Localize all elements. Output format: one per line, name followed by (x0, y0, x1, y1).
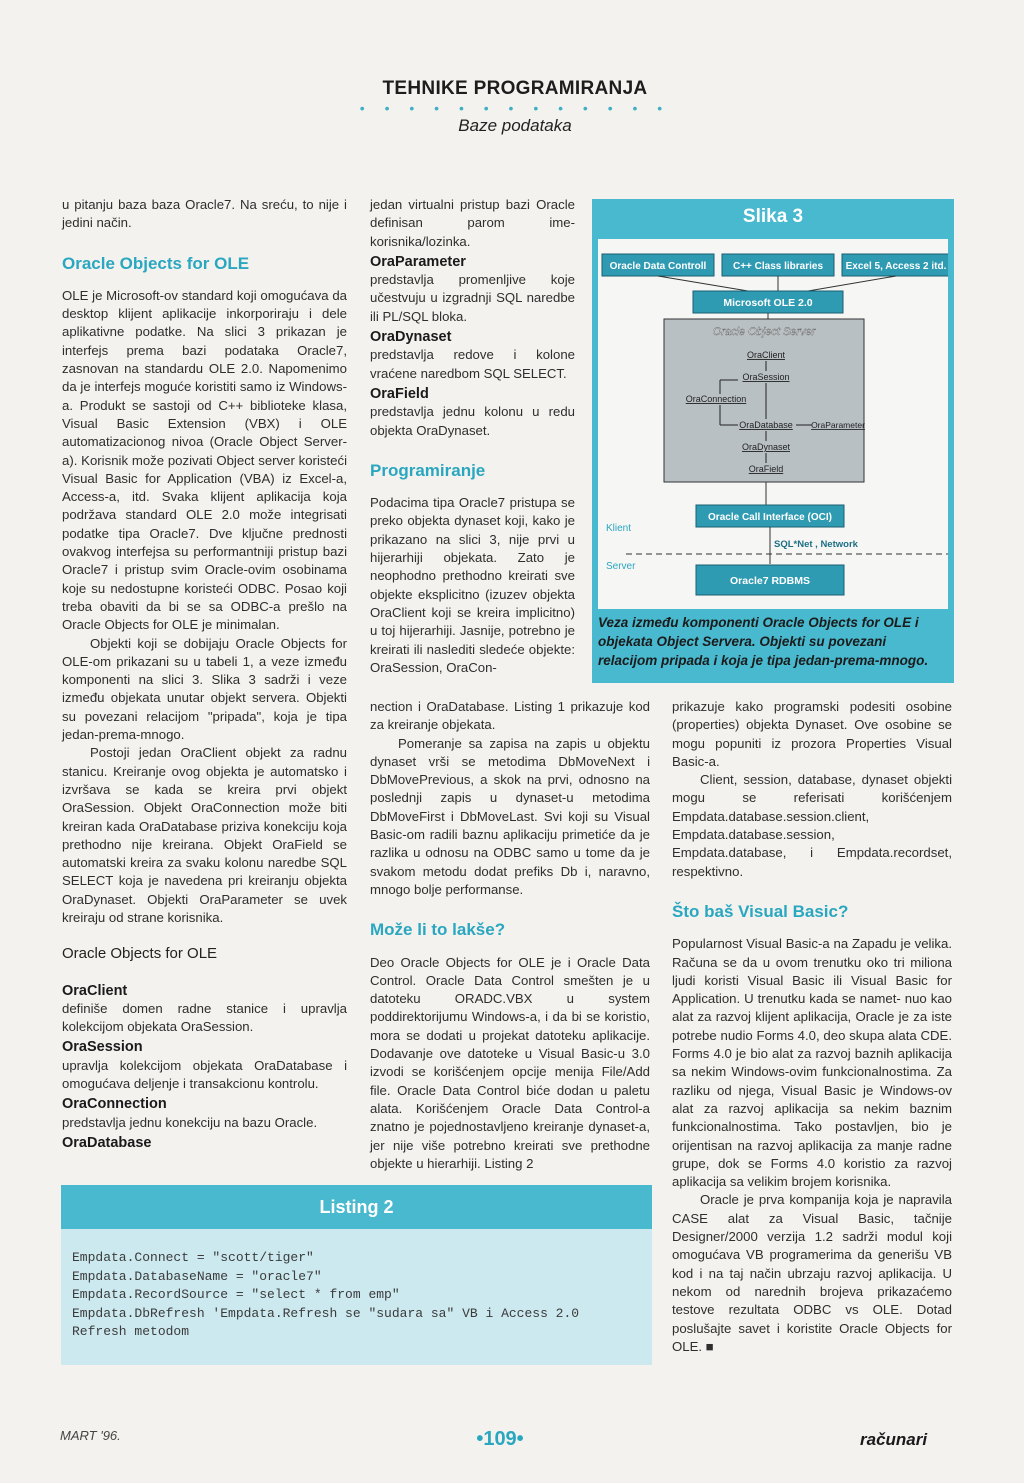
subsection-title: Baze podataka (458, 116, 572, 135)
obj-oradynaset: OraDynaset (741, 442, 791, 452)
heading: Oracle Objects for OLE (62, 253, 250, 273)
obj-oraparameter: OraParameter (811, 420, 865, 430)
column-3 (672, 698, 952, 1356)
paragraph: jedan virtualni pristup bazi Oracle definisan parom ime-korisnika/lozinka. (370, 197, 575, 249)
architecture-diagram (598, 239, 948, 609)
column-2-lower (370, 698, 650, 1173)
figure-caption: Veza između komponenti Oracle Objects for OLE i objekata Object Servera. Objekti su povezani relacijom pripada i koja je tipa jedan-prema-mnogo. (598, 615, 929, 668)
box-excel-access-label: Excel 5, Access 2 itd. (845, 261, 947, 272)
figure-diagram (598, 239, 948, 609)
code-line: Empdata.DatabaseName = "oracle7" (72, 1268, 322, 1284)
figure-slika-3 (592, 199, 954, 683)
label-server: Server (606, 561, 636, 572)
code-block (72, 1249, 579, 1342)
term: OraParameter (370, 253, 466, 270)
column-2 (370, 196, 575, 677)
paragraph: Objekti koji se dobijaju Oracle Objects for OLE-om prikazani su u tabeli 1, a veze između komponenti na slici 3. Slika 3 sadrži i veze između objekata unutar objekt servera. Objekti su povezani relacijom "pripada", koja je tipa jedan-prema-mnogo. (62, 635, 347, 743)
term: OraDynaset (370, 329, 452, 346)
definition: predstavlja jednu konekciju na bazu Oracle. (62, 1114, 318, 1130)
definition: predstavlja redove i kolone vraćene naredbom SQL SELECT. (370, 347, 575, 381)
obj-orasession: OraSession (742, 372, 790, 382)
label-klient: Klient (606, 523, 632, 534)
column-1 (62, 196, 347, 1152)
code-line: Empdata.DbRefresh 'Empdata.Refresh se "sudara sa" VB i Access 2.0 (72, 1305, 580, 1321)
code-line: Empdata.RecordSource = "select * from emp" (72, 1287, 400, 1303)
listing-2 (61, 1185, 652, 1365)
footer-date: MART '96. (60, 1428, 121, 1443)
term: OraDatabase (62, 1134, 152, 1151)
listing-body (61, 1229, 652, 1365)
box-data-control-label: Oracle Data Controll (609, 261, 707, 272)
heading: Programiranje (370, 460, 486, 480)
obj-oraconnection: OraConnection (685, 394, 747, 404)
paragraph: Pomeranje sa zapisa na zapis u objektu dynaset vrši se metodima DbMoveNext i DbMovePrevious, a skok na prvi, odnosno na poslednji zapis u dynaset-u metodima DbMoveFirst i DbMoveLast. Svi koji su Visual Basic-om radili baznu aplikaciju primetiće da je razlika u odnosu na ODBC samo u tome da je svakom metodu dodat prefiks Db i, naravno, mnogo bolje performanse. (370, 735, 650, 897)
term: OraClient (62, 982, 128, 999)
paragraph: u pitanju baza baza Oracle7. Na sreću, to nije i jedini način. (62, 197, 347, 231)
term: OraConnection (62, 1096, 167, 1113)
paragraph: Podacima tipa Oracle7 pristupa se preko objekta dynaset koji, kako je prikazano na slici 3, nije prvi u hijerarhiji objekata. Zato je neophodno prethodno kreirati sve objekte eksplicitno (izuzev objekta OraClient koji se kreira implicitno) u toj hijerarhiji. Jasnije, potrebno je kreirati ili naslediti sledeće objekte: OraSession, OraCon- (370, 495, 575, 675)
figure-title: Slika 3 (742, 206, 804, 227)
paragraph: Client, session, database, dynaset objekti mogu se referisati korišćenjem Empdata.database.session.client, Empdata.database.session, Empdata.database, i Empdata.recordset, respektivno. (672, 772, 952, 879)
header-dots: • • • • • • • • • • • • • (359, 100, 671, 116)
table-heading: Oracle Objects for OLE (62, 945, 218, 963)
page-number: •109• (476, 1428, 524, 1450)
paragraph: prikazuje kako programski podesiti osobine (properties) objekta Dynaset. Ove osobine se mogu popuniti iz prozora Properties Visual Basic-a. (672, 699, 952, 769)
paragraph: Oracle je prva kompanija koja je napravila CASE alat za Visual Basic, tačnije Designer/2000 verzija 1.2 sadrži modul koji omogućava VB programerima da generišu VB kod i na taj način ubrzaju razvoj aplikacija. U nekom od narednih brojeva prikazaćemo testove rezultata ODBC vs OLE. Dotad poslušajte savet i koristite Oracle Objects for OLE. ■ (672, 1192, 952, 1354)
code-line: Empdata.Connect = "scott/tiger" (72, 1250, 314, 1265)
term: OraSession (62, 1039, 143, 1056)
term: OraField (370, 385, 429, 402)
box-class-libraries-label: C++ Class libraries (732, 261, 824, 272)
obj-oraclient: OraClient (746, 350, 786, 360)
magazine-name: računari (860, 1430, 928, 1449)
connector (658, 276, 748, 291)
obj-orafield: OraField (748, 464, 784, 474)
definition: upravlja kolekcijom objekata OraDatabase i omogućava deljenje i transakcionu kontrolu. (62, 1057, 347, 1092)
paragraph: Popularnost Visual Basic-a na Zapadu je velika. Računa se da u ovom trenutku oko tri miliona ljudi koristi Visual Basic ili Visual Basic for Application. U trenutku kada se namet- nuo kao alat za razvoj klijent aplikacija, Oracle je za iste potrebe nudio Forms 4.0, deo skupa alata CDE. Forms 4.0 je bio alat za razvoj baznih aplikacija sa nekim Windows-ovim funkcionalnostima. Za razliku od njega, Visual Basic je Windows-ov alat za razvoj aplikacija sa nekim baznim funkcionalnostima. Tako postavljen, bio je orijentisan na razvoj aplikacija za manje radne grupe, dok se Forms 4.0 koristio za razvoj aplikacija sa velikim brojem korisnika. (672, 936, 952, 1190)
object-server-label: Oracle Object Server (712, 326, 816, 338)
paragraph: Deo Oracle Objects for OLE je i Oracle Data Control. Oracle Data Control smešten je u datoteku ORADC.VBX u system poddirektorijumu Windows-a, i da bi se koristio, mora se dodati u projekat datoteku aplikacije. Dodavanje ove datoteke u Visual Basic-u 3.0 izvodi se korišćenjem opcije menija File/Add file. Oracle Data Control biće dodan u paletu alata. Korišćenjem Oracle Data Control-a znatno je pojednostavljeno kreiranje dynaset-a, jer nije više potrebno kreirati sve prethodne objekte u hierarhiji. Listing 2 (370, 954, 650, 1171)
section-title: TEHNIKE PROGRAMIRANJA (382, 78, 648, 99)
paragraph: OLE je Microsoft-ov standard koji omogućava da desktop klijent aplikacije inkorporiraju i dele aplikativne podatke. Na slici 3 prikazan je interfejs prema bazi podataka Oracle7, zasnovan na standardu OLE 2.0. Napomenimo da je interfejs moguće koristiti samo iz Windows-a. Produkt se sastoji od C++ biblioteke klasa, Visual Basic Extension (VBX) i OLE automatizacionog nivoa (Oracle Object Server-a). Korisnik može pozivati Object server koristeći Visual Basic for Application (VBA) iz Excel-a, Access-a, itd. Svaka klijent aplikacija koja podržava standard OLE 2.0 može integrisati podatke tipa Oracle7. Dve ključne prednosti ovakvog interfejsa su performantniji pristup bazi Oracle7 i pristup svim Oracle-ovim osobinama koje su nedostupne koristeći ODBC. Posao koji treba obaviti da bi se sa ODBC-a prešlo na Oracle Objects for OLE je minimalan. (62, 287, 347, 633)
definition: predstavlja jednu kolonu u redu objekta OraDynaset. (370, 404, 575, 438)
definition: predstavlja promenljive koje učestvuju u izgradnji SQL naredbe ili PL/SQL bloka. (370, 272, 575, 324)
heading: Što baš Visual Basic? (672, 901, 849, 921)
label-sqlnet: SQL*Net , Network (774, 539, 858, 550)
heading: Može li to lakše? (370, 920, 506, 940)
page-header (340, 78, 690, 136)
listing-title: Listing 2 (61, 1185, 652, 1229)
paragraph: nection i OraDatabase. Listing 1 prikazuje kod za kreiranje objekata. (370, 699, 650, 733)
code-line: Refresh metodom (72, 1324, 190, 1340)
paragraph: Postoji jedan OraClient objekt za radnu stanicu. Kreiranje ovog objekta je automatsko i izvršava se kada se kreira prvi objekt OraSession. Objekt OraConnection može biti kreiran kada OraDatabase priziva konekciju koja prethodno nije kreirana. Objekt OraField se automatski kreira za svaku kolonu naredbe SQL SELECT koja je navedena pri kreiranju objekta OraDynaset. Objekti OraParameter se uvek kreiraju od strane korisnika. (62, 745, 347, 925)
connector (808, 276, 896, 291)
obj-oradatabase: OraDatabase (739, 420, 793, 430)
box-oci-label: Oracle Call Interface (OCI) (708, 512, 832, 523)
box-rdbms-label: Oracle7 RDBMS (730, 575, 810, 587)
definition: definiše domen radne stanice i upravlja kolekcijom objekata OraSession. (62, 1000, 347, 1035)
box-ole-label: Microsoft OLE 2.0 (723, 297, 813, 309)
